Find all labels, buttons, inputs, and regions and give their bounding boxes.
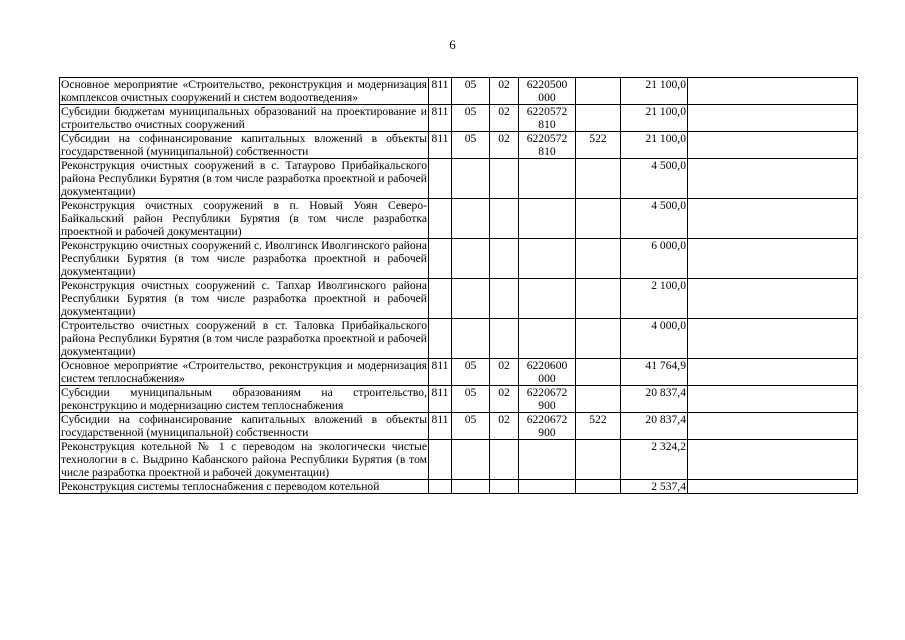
row-grbs-cell — [429, 319, 452, 359]
row-section-cell — [452, 440, 490, 480]
row-amount-cell: 6 000,0 — [621, 239, 688, 279]
row-grbs-cell — [429, 279, 452, 319]
row-amount-cell: 2 324,2 — [621, 440, 688, 480]
row-grbs-cell: 811 — [429, 132, 452, 159]
row-target-article-cell: 6220672 900 — [519, 413, 576, 440]
row-subsection-cell: 02 — [490, 359, 519, 386]
row-grbs-cell — [429, 239, 452, 279]
row-subsection-cell: 02 — [490, 78, 519, 105]
row-subsection-cell — [490, 239, 519, 279]
row-subsection-cell — [490, 199, 519, 239]
table-row — [60, 386, 858, 413]
table-row — [60, 279, 858, 319]
row-amount-cell: 21 100,0 — [621, 132, 688, 159]
table-row — [60, 480, 858, 494]
table-row — [60, 440, 858, 480]
row-expense-type-cell — [576, 440, 621, 480]
row-section-cell — [452, 319, 490, 359]
row-expense-type-cell — [576, 386, 621, 413]
row-expense-type-cell: 522 — [576, 413, 621, 440]
row-section-cell: 05 — [452, 413, 490, 440]
table-row — [60, 78, 858, 105]
row-amount-cell: 41 764,9 — [621, 359, 688, 386]
row-grbs-cell — [429, 159, 452, 199]
row-amount-cell: 2 100,0 — [621, 279, 688, 319]
row-extra-cell — [688, 78, 858, 105]
row-name-cell: Реконструкция котельной № 1 с переводом на экологически чистые технологии в с. Выдрино Кабанского района Республики Бурятия (в том числе разработка проектной и рабочей документации) — [61, 440, 427, 479]
row-target-article-cell: 6220500 000 — [519, 78, 576, 105]
row-grbs-cell — [429, 480, 452, 494]
row-section-cell: 05 — [452, 359, 490, 386]
table-body — [60, 78, 858, 494]
row-target-article-cell — [519, 440, 576, 480]
row-name-cell: Основное мероприятие «Строительство, реконструкция и модернизация систем теплоснабжения» — [61, 359, 427, 385]
row-name-cell: Реконструкция очистных сооружений в с. Татаурово Прибайкальского района Республики Бурятия (в том числе разработка проектной и рабочей документации) — [61, 159, 427, 198]
row-section-cell — [452, 279, 490, 319]
row-name-cell: Субсидии муниципальным образованиям на строительство, реконструкцию и модернизацию систем теплоснабжения — [61, 386, 427, 412]
row-name-cell: Основное мероприятие «Строительство, реконструкция и модернизация комплексов очистных сооружений и систем водоотведения» — [61, 78, 427, 104]
row-section-cell: 05 — [452, 78, 490, 105]
row-target-article-cell — [519, 480, 576, 494]
page-number: 6 — [449, 37, 456, 52]
row-subsection-cell: 02 — [490, 105, 519, 132]
row-subsection-cell — [490, 480, 519, 494]
row-subsection-cell: 02 — [490, 413, 519, 440]
row-name-cell: Реконструкция очистных сооружений с. Тапхар Иволгинского района Республики Бурятия (в том числе разработка проектной и рабочей документации) — [61, 279, 427, 318]
row-expense-type-cell: 522 — [576, 132, 621, 159]
row-name-cell: Реконструкция очистных сооружений в п. Новый Уоян Северо-Байкальский район Республики Бурятия (в том числе разработка проектной и рабочей документации) — [61, 199, 427, 238]
table-row — [60, 413, 858, 440]
row-extra-cell — [688, 199, 858, 239]
row-target-article-cell — [519, 239, 576, 279]
row-section-cell — [452, 159, 490, 199]
row-section-cell — [452, 480, 490, 494]
table-row — [60, 239, 858, 279]
row-expense-type-cell — [576, 319, 621, 359]
row-grbs-cell — [429, 440, 452, 480]
row-grbs-cell: 811 — [429, 386, 452, 413]
row-target-article-cell — [519, 159, 576, 199]
row-expense-type-cell — [576, 279, 621, 319]
row-target-article-cell: 6220672 900 — [519, 386, 576, 413]
row-name-cell: Реконструкция системы теплоснабжения с переводом котельной — [60, 480, 429, 494]
table-row — [60, 199, 858, 239]
row-extra-cell — [688, 319, 858, 359]
row-extra-cell — [688, 105, 858, 132]
row-expense-type-cell — [576, 159, 621, 199]
table-row — [60, 319, 858, 359]
row-section-cell: 05 — [452, 132, 490, 159]
row-extra-cell — [688, 132, 858, 159]
row-name-cell: Субсидии на софинансирование капитальных вложений в объекты государственной (муниципальной) собственности — [61, 413, 427, 439]
row-extra-cell — [688, 239, 858, 279]
row-expense-type-cell — [576, 199, 621, 239]
row-expense-type-cell — [576, 105, 621, 132]
row-target-article-cell: 6220572 810 — [519, 105, 576, 132]
row-name-cell: Строительство очистных сооружений в ст. Таловка Прибайкальского района Республики Бурятия (в том числе разработка проектной и рабочей документации) — [61, 319, 427, 358]
row-extra-cell — [688, 413, 858, 440]
row-subsection-cell: 02 — [490, 132, 519, 159]
row-amount-cell: 4 500,0 — [621, 159, 688, 199]
row-extra-cell — [688, 159, 858, 199]
row-extra-cell — [688, 279, 858, 319]
row-section-cell: 05 — [452, 105, 490, 132]
row-name-cell: Субсидии на софинансирование капитальных вложений в объекты государственной (муниципальной) собственности — [61, 132, 427, 158]
budget-table — [59, 77, 858, 494]
row-subsection-cell: 02 — [490, 386, 519, 413]
row-target-article-cell: 6220600 000 — [519, 359, 576, 386]
row-subsection-cell — [490, 159, 519, 199]
row-grbs-cell: 811 — [429, 413, 452, 440]
row-grbs-cell: 811 — [429, 359, 452, 386]
row-grbs-cell: 811 — [429, 78, 452, 105]
row-extra-cell — [688, 480, 858, 494]
row-amount-cell: 20 837,4 — [621, 386, 688, 413]
row-target-article-cell — [519, 319, 576, 359]
table-row — [60, 105, 858, 132]
row-target-article-cell — [519, 199, 576, 239]
row-subsection-cell — [490, 440, 519, 480]
row-expense-type-cell — [576, 78, 621, 105]
table-row — [60, 359, 858, 386]
row-grbs-cell: 811 — [429, 105, 452, 132]
table-row — [60, 159, 858, 199]
row-section-cell — [452, 199, 490, 239]
row-amount-cell: 21 100,0 — [621, 78, 688, 105]
row-target-article-cell — [519, 279, 576, 319]
row-section-cell: 05 — [452, 386, 490, 413]
row-amount-cell: 20 837,4 — [621, 413, 688, 440]
row-name-cell: Субсидии бюджетам муниципальных образований на проектирование и строительство очистных сооружений — [61, 105, 427, 131]
row-grbs-cell — [429, 199, 452, 239]
row-name-cell: Реконструкцию очистных сооружений с. Иволгинск Иволгинского района Республики Бурятия (в том числе разработка проектной и рабочей документации) — [61, 239, 427, 278]
row-extra-cell — [688, 440, 858, 480]
row-expense-type-cell — [576, 359, 621, 386]
row-extra-cell — [688, 359, 858, 386]
row-section-cell — [452, 239, 490, 279]
row-subsection-cell — [490, 279, 519, 319]
row-expense-type-cell — [576, 239, 621, 279]
row-amount-cell: 4 000,0 — [621, 319, 688, 359]
row-subsection-cell — [490, 319, 519, 359]
row-amount-cell: 21 100,0 — [621, 105, 688, 132]
table-row — [60, 132, 858, 159]
row-amount-cell: 2 537,4 — [621, 480, 688, 494]
row-amount-cell: 4 500,0 — [621, 199, 688, 239]
row-target-article-cell: 6220572 810 — [519, 132, 576, 159]
row-extra-cell — [688, 386, 858, 413]
row-expense-type-cell — [576, 480, 621, 494]
